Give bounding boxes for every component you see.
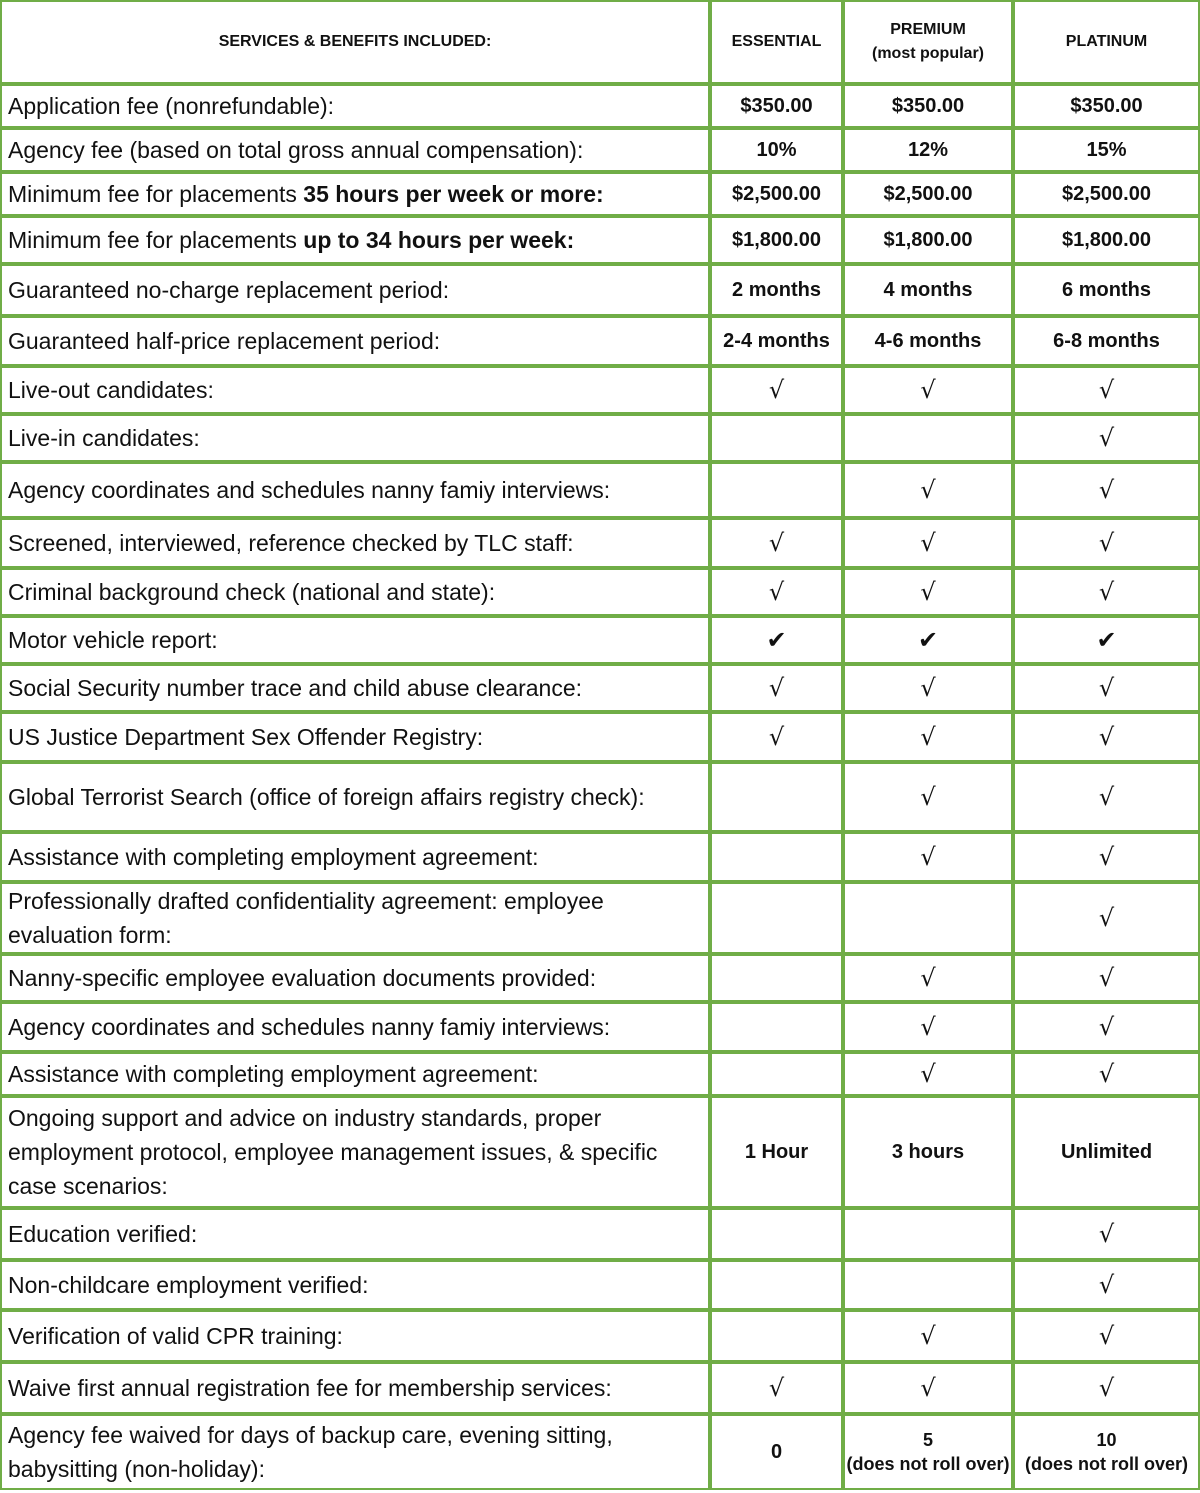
premium-check-icon — [843, 1208, 1013, 1260]
premium-check-icon: √ — [843, 832, 1013, 882]
table-row — [0, 518, 1200, 568]
essential-check-icon — [710, 1002, 843, 1052]
premium-value: 4-6 months — [843, 316, 1013, 366]
premium-days-count: 5 — [922, 1430, 933, 1450]
platinum-check-icon: √ — [1013, 1002, 1200, 1052]
platinum-value: 6-8 months — [1013, 316, 1200, 366]
premium-check-icon: √ — [843, 762, 1013, 832]
row-label-emphasis: up to 34 hours per week: — [303, 227, 575, 253]
premium-check-icon: √ — [843, 1362, 1013, 1414]
row-label-emphasis: 35 hours per week or more: — [303, 181, 604, 207]
row-label: Non-childcare employment verified: — [0, 1260, 710, 1310]
essential-value: $1,800.00 — [710, 216, 843, 264]
platinum-check-icon: √ — [1013, 462, 1200, 518]
premium-value: $2,500.00 — [843, 172, 1013, 216]
premium-days-note: (does not roll over) — [846, 1454, 1010, 1474]
row-label: Assistance with completing employment agreement: — [0, 1052, 710, 1096]
row-label: Live-in candidates: — [0, 414, 710, 462]
row-label: Social Security number trace and child abuse clearance: — [0, 664, 710, 712]
essential-check-icon — [710, 1208, 843, 1260]
essential-check-icon: √ — [710, 518, 843, 568]
platinum-check-icon: √ — [1013, 568, 1200, 616]
services-header: SERVICES & BENEFITS INCLUDED: — [0, 0, 710, 84]
essential-check-icon — [710, 414, 843, 462]
essential-check-icon — [710, 882, 843, 954]
platinum-value: $350.00 — [1013, 84, 1200, 128]
table-row — [0, 568, 1200, 616]
table-row — [0, 1310, 1200, 1362]
essential-check-icon — [710, 832, 843, 882]
platinum-check-icon: √ — [1013, 1310, 1200, 1362]
platinum-check-icon: √ — [1013, 832, 1200, 882]
row-label — [0, 172, 710, 216]
premium-value: 4 months — [843, 264, 1013, 316]
premium-check-icon: √ — [843, 568, 1013, 616]
premium-check-icon: √ — [843, 366, 1013, 414]
table-row — [0, 84, 1200, 128]
table-row — [0, 216, 1200, 264]
table-row — [0, 832, 1200, 882]
platinum-check-icon: √ — [1013, 1362, 1200, 1414]
platinum-header: PLATINUM — [1013, 0, 1200, 84]
table-row — [0, 712, 1200, 762]
premium-check-icon: ✔ — [843, 616, 1013, 664]
row-label: Assistance with completing employment agreement: — [0, 832, 710, 882]
premium-check-icon: √ — [843, 954, 1013, 1002]
table-row — [0, 264, 1200, 316]
platinum-check-icon: √ — [1013, 1052, 1200, 1096]
table-row — [0, 366, 1200, 414]
essential-check-icon — [710, 462, 843, 518]
platinum-days-note: (does not roll over) — [1024, 1454, 1188, 1474]
essential-check-icon — [710, 1310, 843, 1362]
platinum-check-icon: √ — [1013, 882, 1200, 954]
premium-check-icon — [843, 1260, 1013, 1310]
essential-header: ESSENTIAL — [710, 0, 843, 84]
essential-check-icon: √ — [710, 1362, 843, 1414]
table-row — [0, 128, 1200, 172]
table-row — [0, 1096, 1200, 1208]
row-label: Global Terrorist Search (office of foreign affairs registry check): — [0, 762, 710, 832]
premium-header — [843, 0, 1013, 84]
row-label-text: Minimum fee for placements — [8, 181, 304, 207]
row-label: Motor vehicle report: — [0, 616, 710, 664]
platinum-check-icon: √ — [1013, 712, 1200, 762]
table-row — [0, 1260, 1200, 1310]
essential-check-icon — [710, 1052, 843, 1096]
essential-check-icon: √ — [710, 366, 843, 414]
table-row — [0, 1002, 1200, 1052]
platinum-value: 6 months — [1013, 264, 1200, 316]
row-label: Education verified: — [0, 1208, 710, 1260]
essential-value: 2-4 months — [710, 316, 843, 366]
premium-value — [843, 1414, 1013, 1490]
premium-check-icon: √ — [843, 1002, 1013, 1052]
premium-value: $1,800.00 — [843, 216, 1013, 264]
premium-check-icon — [843, 882, 1013, 954]
essential-value: 1 Hour — [710, 1096, 843, 1208]
premium-check-icon: √ — [843, 518, 1013, 568]
premium-check-icon: √ — [843, 712, 1013, 762]
row-label: Waive first annual registration fee for membership services: — [0, 1362, 710, 1414]
platinum-check-icon: √ — [1013, 762, 1200, 832]
table-row — [0, 462, 1200, 518]
row-label: Ongoing support and advice on industry standards, proper employment protocol, employee management issues, & specific case scenarios: — [0, 1096, 710, 1208]
row-label: Criminal background check (national and state): — [0, 568, 710, 616]
premium-check-icon: √ — [843, 1052, 1013, 1096]
premium-check-icon: √ — [843, 462, 1013, 518]
premium-header-subtitle: (most popular) — [872, 45, 984, 62]
header-row — [0, 0, 1200, 84]
platinum-value: $1,800.00 — [1013, 216, 1200, 264]
table-row — [0, 172, 1200, 216]
premium-value: $350.00 — [843, 84, 1013, 128]
row-label-text: Minimum fee for placements — [8, 227, 304, 253]
row-label: Professionally drafted confidentiality agreement: employee evaluation form: — [0, 882, 710, 954]
essential-value: $2,500.00 — [710, 172, 843, 216]
essential-check-icon — [710, 1260, 843, 1310]
table-row — [0, 1052, 1200, 1096]
row-label: Agency coordinates and schedules nanny famiy interviews: — [0, 1002, 710, 1052]
platinum-check-icon: √ — [1013, 1260, 1200, 1310]
table-row — [0, 1208, 1200, 1260]
row-label: Agency fee waived for days of backup care, evening sitting, babysitting (non-holiday): — [0, 1414, 710, 1490]
platinum-check-icon: √ — [1013, 664, 1200, 712]
table-row — [0, 882, 1200, 954]
table-row — [0, 1362, 1200, 1414]
premium-value: 3 hours — [843, 1096, 1013, 1208]
table-row — [0, 616, 1200, 664]
row-label: Verification of valid CPR training: — [0, 1310, 710, 1362]
row-label: Live-out candidates: — [0, 366, 710, 414]
essential-check-icon: ✔ — [710, 616, 843, 664]
premium-check-icon: √ — [843, 664, 1013, 712]
premium-check-icon: √ — [843, 1310, 1013, 1362]
table-row — [0, 316, 1200, 366]
row-label: Screened, interviewed, reference checked by TLC staff: — [0, 518, 710, 568]
row-label: Guaranteed no-charge replacement period: — [0, 264, 710, 316]
platinum-value — [1013, 1414, 1200, 1490]
essential-check-icon: √ — [710, 664, 843, 712]
essential-value: 0 — [710, 1414, 843, 1490]
essential-value: 2 months — [710, 264, 843, 316]
row-label: Application fee (nonrefundable): — [0, 84, 710, 128]
essential-check-icon: √ — [710, 712, 843, 762]
platinum-check-icon: √ — [1013, 1208, 1200, 1260]
row-label: Guaranteed half-price replacement period: — [0, 316, 710, 366]
premium-header-title: PREMIUM — [890, 21, 966, 38]
platinum-check-icon: √ — [1013, 414, 1200, 462]
essential-check-icon — [710, 954, 843, 1002]
row-label: US Justice Department Sex Offender Registry: — [0, 712, 710, 762]
table-row — [0, 954, 1200, 1002]
platinum-check-icon: √ — [1013, 954, 1200, 1002]
platinum-value: Unlimited — [1013, 1096, 1200, 1208]
premium-value: 12% — [843, 128, 1013, 172]
platinum-check-icon: √ — [1013, 366, 1200, 414]
table-row — [0, 762, 1200, 832]
row-label — [0, 216, 710, 264]
platinum-days-count: 10 — [1096, 1430, 1117, 1450]
platinum-check-icon: √ — [1013, 518, 1200, 568]
row-label: Agency coordinates and schedules nanny famiy interviews: — [0, 462, 710, 518]
essential-check-icon: √ — [710, 568, 843, 616]
table-row — [0, 664, 1200, 712]
row-label: Nanny-specific employee evaluation documents provided: — [0, 954, 710, 1002]
essential-check-icon — [710, 762, 843, 832]
platinum-value: 15% — [1013, 128, 1200, 172]
row-label: Agency fee (based on total gross annual compensation): — [0, 128, 710, 172]
platinum-value: $2,500.00 — [1013, 172, 1200, 216]
platinum-check-icon: ✔ — [1013, 616, 1200, 664]
premium-check-icon — [843, 414, 1013, 462]
essential-value: 10% — [710, 128, 843, 172]
essential-value: $350.00 — [710, 84, 843, 128]
table-row — [0, 414, 1200, 462]
table-row — [0, 1414, 1200, 1490]
